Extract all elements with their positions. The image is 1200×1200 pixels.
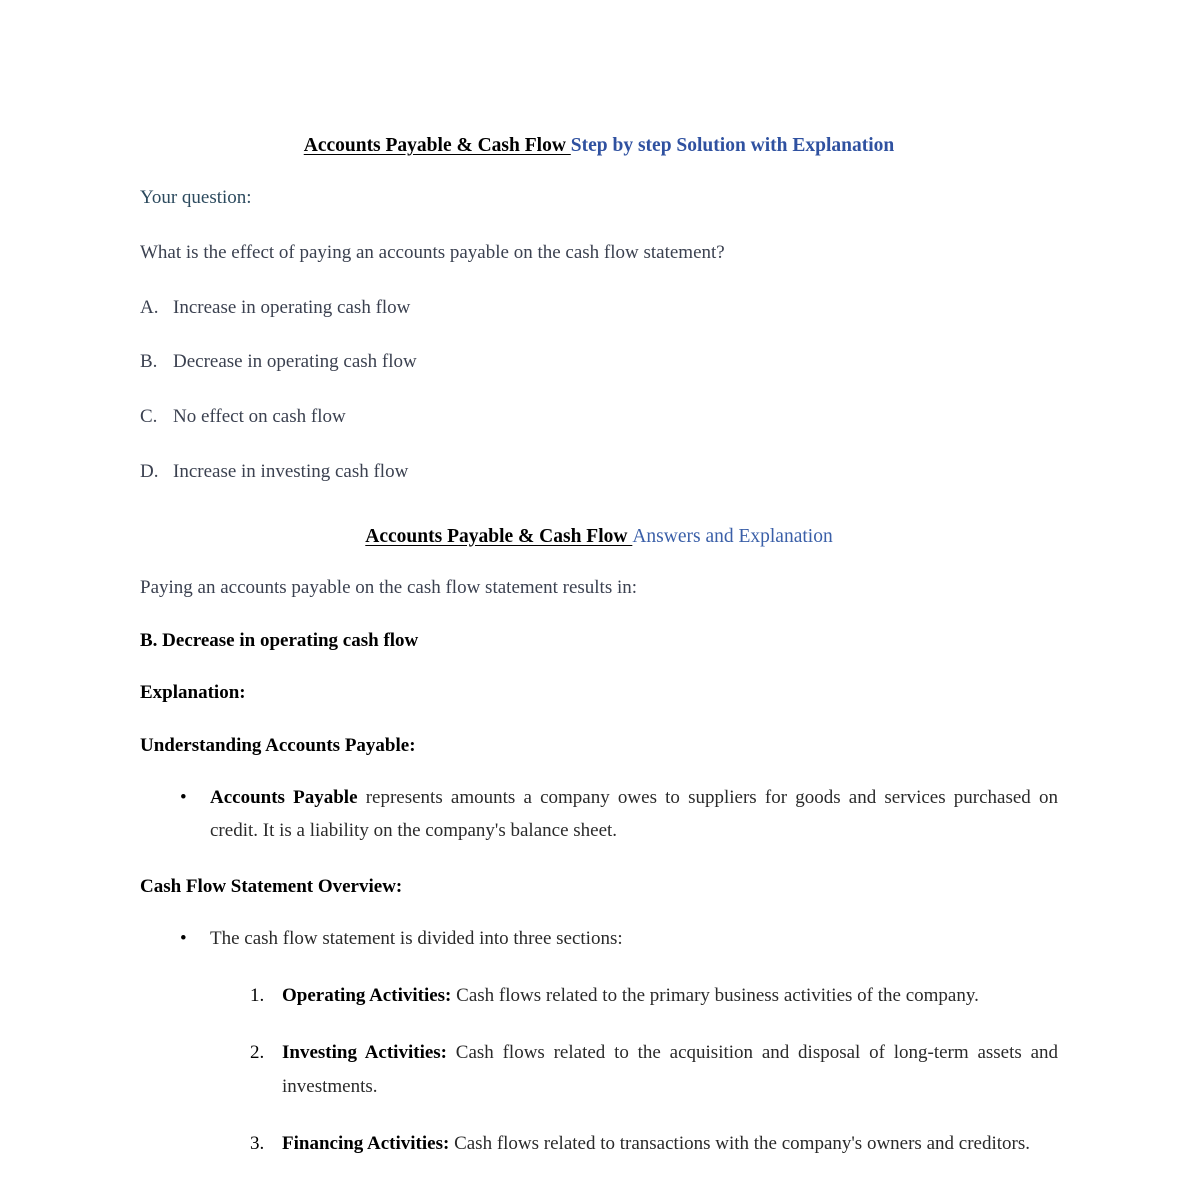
option-c-label: No effect on cash flow [173, 406, 346, 428]
option-b[interactable] [140, 350, 1058, 375]
option-a[interactable] [140, 296, 1058, 321]
option-d-label: Increase in investing cash flow [173, 460, 409, 482]
operating-activities-term: Operating Activities: [282, 985, 452, 1007]
cash-flow-overview-heading: Cash Flow Statement Overview: [140, 876, 403, 898]
option-d-letter: D. [140, 460, 159, 482]
cash-flow-overview-list [140, 922, 1058, 955]
option-c-letter: C. [140, 406, 158, 428]
explanation-label: Explanation: [140, 682, 246, 704]
page-title [140, 134, 1058, 158]
item-number: 1. [250, 985, 265, 1007]
cash-flow-sections-list [140, 979, 1058, 1160]
cash-flow-sections-intro: The cash flow statement is divided into three sections: [210, 927, 623, 949]
item-number: 2. [250, 1042, 265, 1064]
question-text: What is the effect of paying an accounts payable on the cash flow statement? [140, 242, 725, 264]
understanding-ap-list [140, 781, 1058, 848]
page-title-blue-segment: Step by step Solution with Explanation [570, 135, 895, 156]
list-item [140, 922, 1058, 955]
list-item [140, 781, 1058, 848]
option-d[interactable] [140, 460, 1058, 485]
accounts-payable-definition: represents amounts a company owes to suppliers for goods and services purchased on credit. It is a liability on the company's balance sheet. [210, 786, 1058, 841]
correct-answer: B. Decrease in operating cash flow [140, 629, 419, 651]
investing-activities-term: Investing Activities: [282, 1042, 448, 1064]
item-number: 3. [250, 1132, 265, 1154]
list-item [140, 1127, 1058, 1160]
answers-title-black-segment: Accounts Payable & Cash Flow [365, 525, 633, 547]
financing-activities-term: Financing Activities: [282, 1132, 450, 1154]
option-a-label: Increase in operating cash flow [173, 296, 411, 318]
option-b-letter: B. [140, 351, 158, 373]
list-item [140, 1036, 1058, 1103]
investing-activities-definition: Cash flows related to the acquisition and disposal of long-term assets and investments. [282, 1042, 1059, 1097]
understanding-ap-heading: Understanding Accounts Payable: [140, 734, 416, 756]
answers-section-title [140, 525, 1058, 549]
page-title-black-segment: Accounts Payable & Cash Flow [303, 135, 571, 156]
accounts-payable-term: Accounts Payable [210, 786, 358, 808]
list-item [140, 979, 1058, 1012]
answers-title-blue-segment: Answers and Explanation [632, 525, 833, 547]
your-question-label: Your question: [140, 187, 252, 209]
option-a-letter: A. [140, 296, 159, 318]
financing-activities-definition: Cash flows related to transactions with the company's owners and creditors. [449, 1132, 1030, 1154]
document-content [140, 0, 1058, 1160]
option-b-label: Decrease in operating cash flow [173, 351, 417, 373]
operating-activities-definition: Cash flows related to the primary business activities of the company. [451, 985, 979, 1007]
results-line: Paying an accounts payable on the cash flow statement results in: [140, 576, 638, 598]
option-c[interactable] [140, 405, 1058, 430]
